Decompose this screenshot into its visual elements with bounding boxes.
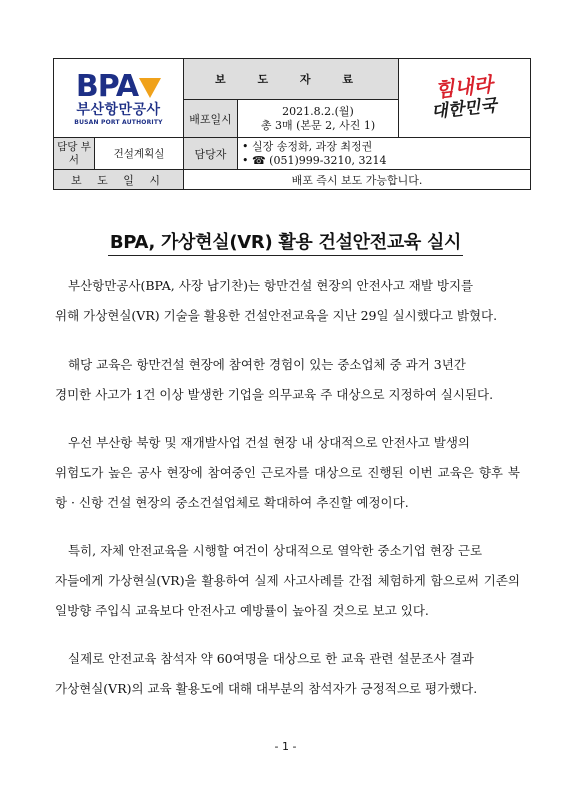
dept-label: 담당 부서 — [54, 138, 95, 169]
headline-text: BPA, 가상현실(VR) 활용 건설안전교육 실시 — [108, 232, 463, 256]
dept-row — [54, 138, 184, 170]
page-number: - 1 - — [274, 740, 297, 753]
contact-label: 담당자 — [184, 138, 238, 170]
slogan-line-2: 대한민국 — [429, 95, 498, 123]
slogan-logo — [399, 59, 531, 138]
logo-triangle-icon — [139, 78, 161, 98]
paragraph-3-rest: 위험도가 높은 공사 현장에 참여중인 근로자를 대상으로 진행된 이번 교육은 향후 북항 · 신항 건설 현장의 중소건설업체로 확대하여 추진할 예정이다. — [55, 465, 520, 510]
paragraph-4-rest: 자들에게 가상현실(VR)을 활용하여 실제 사고사례를 간접 체험하게 함으로써 기존의 일방향 주입식 교육보다 안전사고 예방률이 높아질 것으로 보고 있다. — [55, 573, 520, 618]
contact-person: • 실장 송정화, 과장 최정권 — [242, 139, 373, 153]
release-date-label: 배포일시 — [184, 100, 238, 138]
contact-phone: • ☎ (051)999-3210, 3214 — [242, 153, 387, 167]
document-title: 보 도 자 료 — [184, 59, 399, 100]
paragraph-2-rest: 경미한 사고가 1건 이상 발생한 기업을 의무교육 주 대상으로 지정하여 실시된다. — [55, 387, 494, 402]
dept-name: 건설계획실 — [113, 148, 165, 160]
paragraph-2 — [55, 350, 520, 410]
paragraph-3 — [55, 428, 520, 518]
paragraph-3-line-1: 우선 부산항 북항 및 재개발사업 건설 현장 내 상대적으로 안전사고 발생의 — [68, 435, 470, 450]
page-count: 총 3매 (본문 2, 사진 1) — [260, 118, 376, 132]
paragraph-1-line-1: 부산항만공사(BPA, 사장 남기찬)는 항만건설 현장의 안전사고 재발 방지를 — [68, 278, 474, 293]
paragraph-5 — [55, 644, 520, 704]
paragraph-4 — [55, 536, 520, 626]
paragraph-2-line-1: 해당 교육은 항만건설 현장에 참여한 경험이 있는 중소업체 중 과거 3년간 — [68, 357, 466, 372]
paragraph-4-line-1: 특히, 자체 안전교육을 시행할 여건이 상대적으로 열악한 중소기업 현장 근로 — [68, 543, 483, 558]
logo-english-name: BUSAN PORT AUTHORITY — [74, 118, 163, 126]
headline — [0, 228, 571, 254]
release-date: 2021.8.2.(월) — [282, 104, 354, 118]
paragraph-1 — [55, 271, 520, 331]
release-date-cell — [238, 100, 399, 138]
logo-letters: BPA — [75, 68, 139, 104]
paragraph-1-rest: 위해 가상현실(VR) 기술을 활용한 건설안전교육을 지난 29일 실시했다고 밝혔다. — [55, 308, 498, 323]
contact-cell — [238, 138, 531, 170]
slogan-line-1: 힘내라 — [433, 72, 494, 103]
report-date: 배포 즉시 보도 가능합니다. — [184, 170, 531, 190]
logo-korean-name: 부산항만공사 — [76, 101, 161, 118]
press-release-header — [53, 58, 531, 190]
paragraph-5-line-1: 실제로 안전교육 참석자 약 60여명을 대상으로 한 교육 관련 설문조사 결과 — [68, 651, 474, 666]
paragraph-5-rest: 가상현실(VR)의 교육 활용도에 대해 대부분의 참석자가 긍정적으로 평가했다. — [55, 681, 478, 696]
report-date-label: 보 도 일 시 — [54, 170, 184, 190]
bpa-logo — [54, 59, 184, 138]
